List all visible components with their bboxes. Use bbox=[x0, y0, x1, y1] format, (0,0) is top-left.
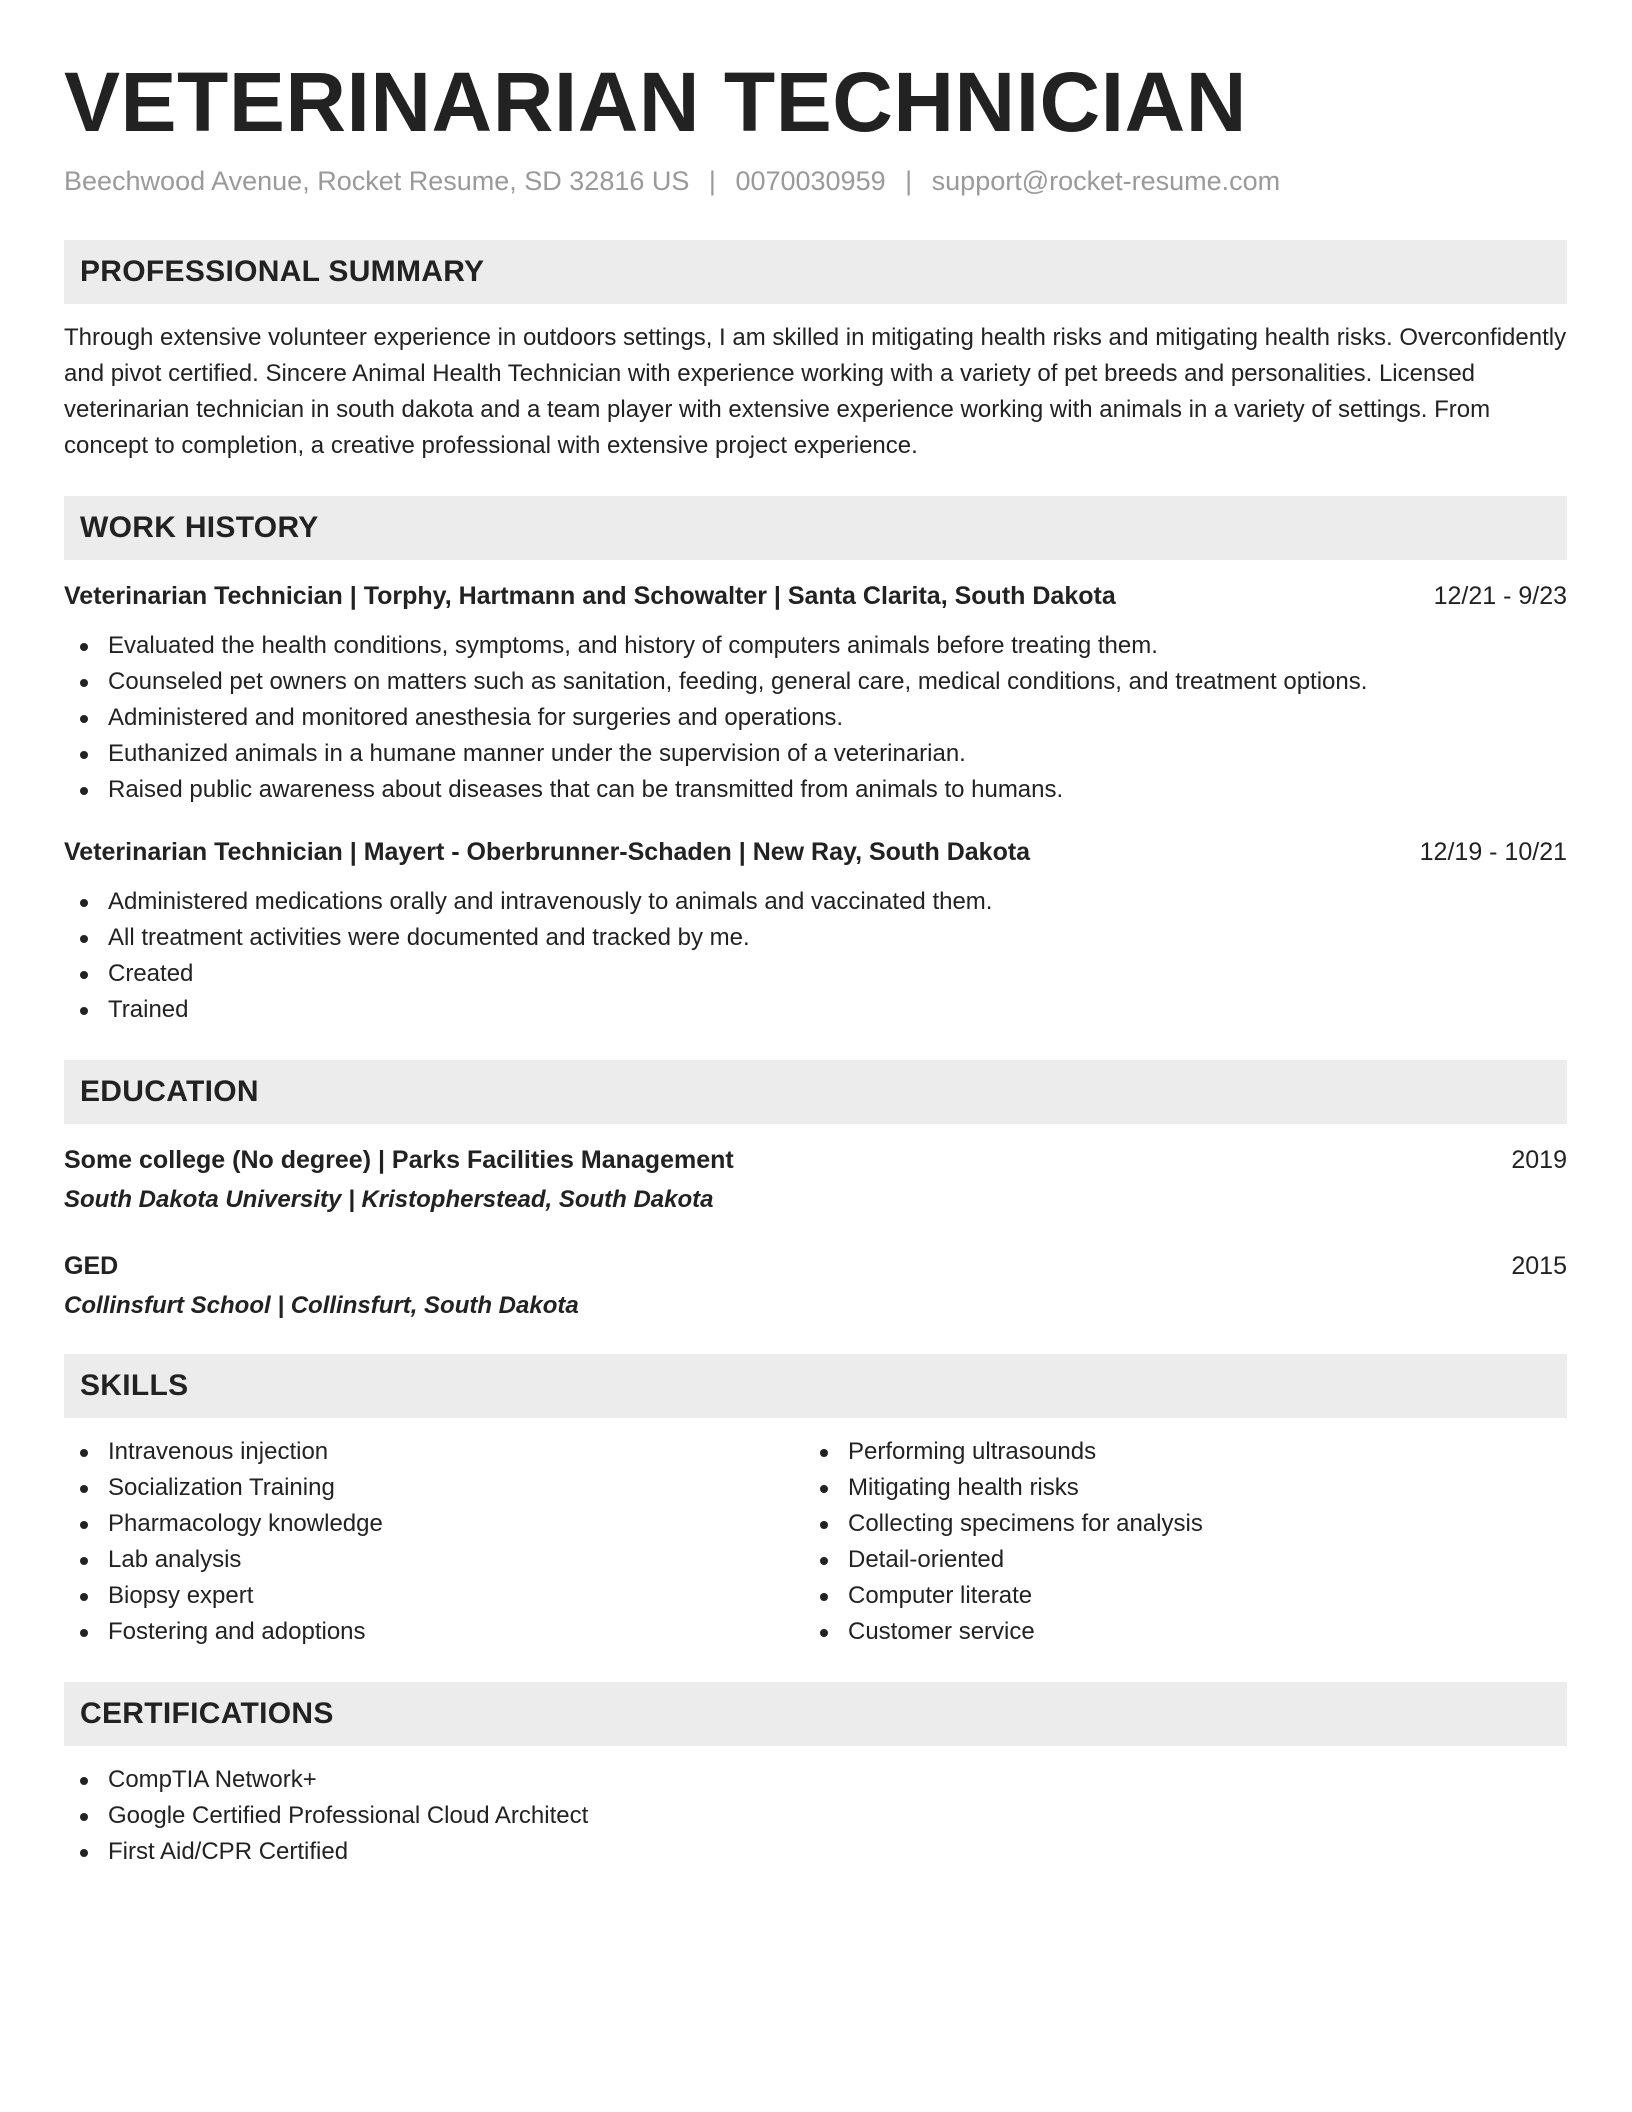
education-year: 2019 bbox=[1511, 1146, 1567, 1174]
job-entry bbox=[64, 834, 1567, 1028]
contact-phone: 0070030959 bbox=[735, 166, 886, 196]
list-item: First Aid/CPR Certified bbox=[64, 1834, 1567, 1870]
education-degree: Some college (No degree) | Parks Facilities Management bbox=[64, 1146, 734, 1174]
list-item: Mitigating health risks bbox=[804, 1470, 1544, 1506]
list-item: Intravenous injection bbox=[64, 1434, 804, 1470]
job-entry bbox=[64, 578, 1567, 808]
list-item: Google Certified Professional Cloud Architect bbox=[64, 1798, 1567, 1834]
list-item: Detail-oriented bbox=[804, 1542, 1544, 1578]
list-item: Administered medications orally and intravenously to animals and vaccinated them. bbox=[64, 884, 1567, 920]
job-dates: 12/19 - 10/21 bbox=[1419, 838, 1567, 866]
list-item: Biopsy expert bbox=[64, 1578, 804, 1614]
list-item: Trained bbox=[64, 992, 1567, 1028]
list-item: Euthanized animals in a humane manner under the supervision of a veterinarian. bbox=[64, 736, 1567, 772]
skills-right-column bbox=[804, 1434, 1544, 1650]
list-item: Fostering and adoptions bbox=[64, 1614, 804, 1650]
contact-separator: | bbox=[905, 166, 913, 196]
job-title: Veterinarian Technician | Torphy, Hartmann and Schowalter | Santa Clarita, South Dakota bbox=[64, 582, 1116, 610]
contact-address: Beechwood Avenue, Rocket Resume, SD 32816 US bbox=[64, 166, 690, 196]
list-item: Collecting specimens for analysis bbox=[804, 1506, 1544, 1542]
list-item: Customer service bbox=[804, 1614, 1544, 1650]
skills-section bbox=[64, 1354, 1567, 1650]
job-dates: 12/21 - 9/23 bbox=[1433, 582, 1567, 610]
contact-line bbox=[64, 164, 1567, 198]
summary-heading: PROFESSIONAL SUMMARY bbox=[64, 240, 1567, 304]
resume-name: VETERINARIAN TECHNICIAN bbox=[64, 55, 1247, 149]
education-year: 2015 bbox=[1511, 1252, 1567, 1280]
education-school: South Dakota University | Kristopherstead, South Dakota bbox=[64, 1186, 714, 1213]
job-duties bbox=[64, 884, 1567, 1028]
certifications-heading: CERTIFICATIONS bbox=[64, 1682, 1567, 1746]
education-section bbox=[64, 1060, 1567, 1324]
list-item: Performing ultrasounds bbox=[804, 1434, 1544, 1470]
list-item: Evaluated the health conditions, symptoms, and history of computers animals before treating them. bbox=[64, 628, 1567, 664]
work-history-section bbox=[64, 496, 1567, 1028]
job-title: Veterinarian Technician | Mayert - Oberbrunner-Schaden | New Ray, South Dakota bbox=[64, 838, 1031, 866]
skills-left-column bbox=[64, 1434, 804, 1650]
job-duties bbox=[64, 628, 1567, 808]
list-item: CompTIA Network+ bbox=[64, 1762, 1567, 1798]
list-item: Socialization Training bbox=[64, 1470, 804, 1506]
education-entry bbox=[64, 1142, 1567, 1218]
education-heading: EDUCATION bbox=[64, 1060, 1567, 1124]
list-item: All treatment activities were documented and tracked by me. bbox=[64, 920, 1567, 956]
list-item: Counseled pet owners on matters such as sanitation, feeding, general care, medical conditions, and treatment options. bbox=[64, 664, 1567, 700]
summary-text: Through extensive volunteer experience in outdoors settings, I am skilled in mitigating health risks and mitigating health risks. Overconfidently and pivot certified. Sincere Animal Health Technician with experience working with a variety of pet breeds and personalities. Licensed veterinarian technician in south dakota and a team player with extensive experience working with animals in a variety of settings. From concept to completion, a creative professional with extensive project experience. bbox=[64, 324, 1567, 459]
skills-grid bbox=[64, 1434, 1567, 1650]
list-item: Pharmacology knowledge bbox=[64, 1506, 804, 1542]
list-item: Created bbox=[64, 956, 1567, 992]
contact-email: support@rocket-resume.com bbox=[931, 166, 1281, 196]
list-item: Administered and monitored anesthesia for surgeries and operations. bbox=[64, 700, 1567, 736]
resume-page bbox=[64, 52, 1567, 1870]
certifications-section bbox=[64, 1682, 1567, 1870]
summary-section bbox=[64, 240, 1567, 464]
skills-heading: SKILLS bbox=[64, 1354, 1567, 1418]
education-degree: GED bbox=[64, 1252, 119, 1280]
certifications-list bbox=[64, 1762, 1567, 1870]
list-item: Computer literate bbox=[804, 1578, 1544, 1614]
list-item: Raised public awareness about diseases that can be transmitted from animals to humans. bbox=[64, 772, 1567, 808]
contact-separator: | bbox=[708, 166, 716, 196]
education-school: Collinsfurt School | Collinsfurt, South Dakota bbox=[64, 1292, 579, 1319]
work-history-heading: WORK HISTORY bbox=[64, 496, 1567, 560]
list-item: Lab analysis bbox=[64, 1542, 804, 1578]
education-entry bbox=[64, 1248, 1567, 1324]
